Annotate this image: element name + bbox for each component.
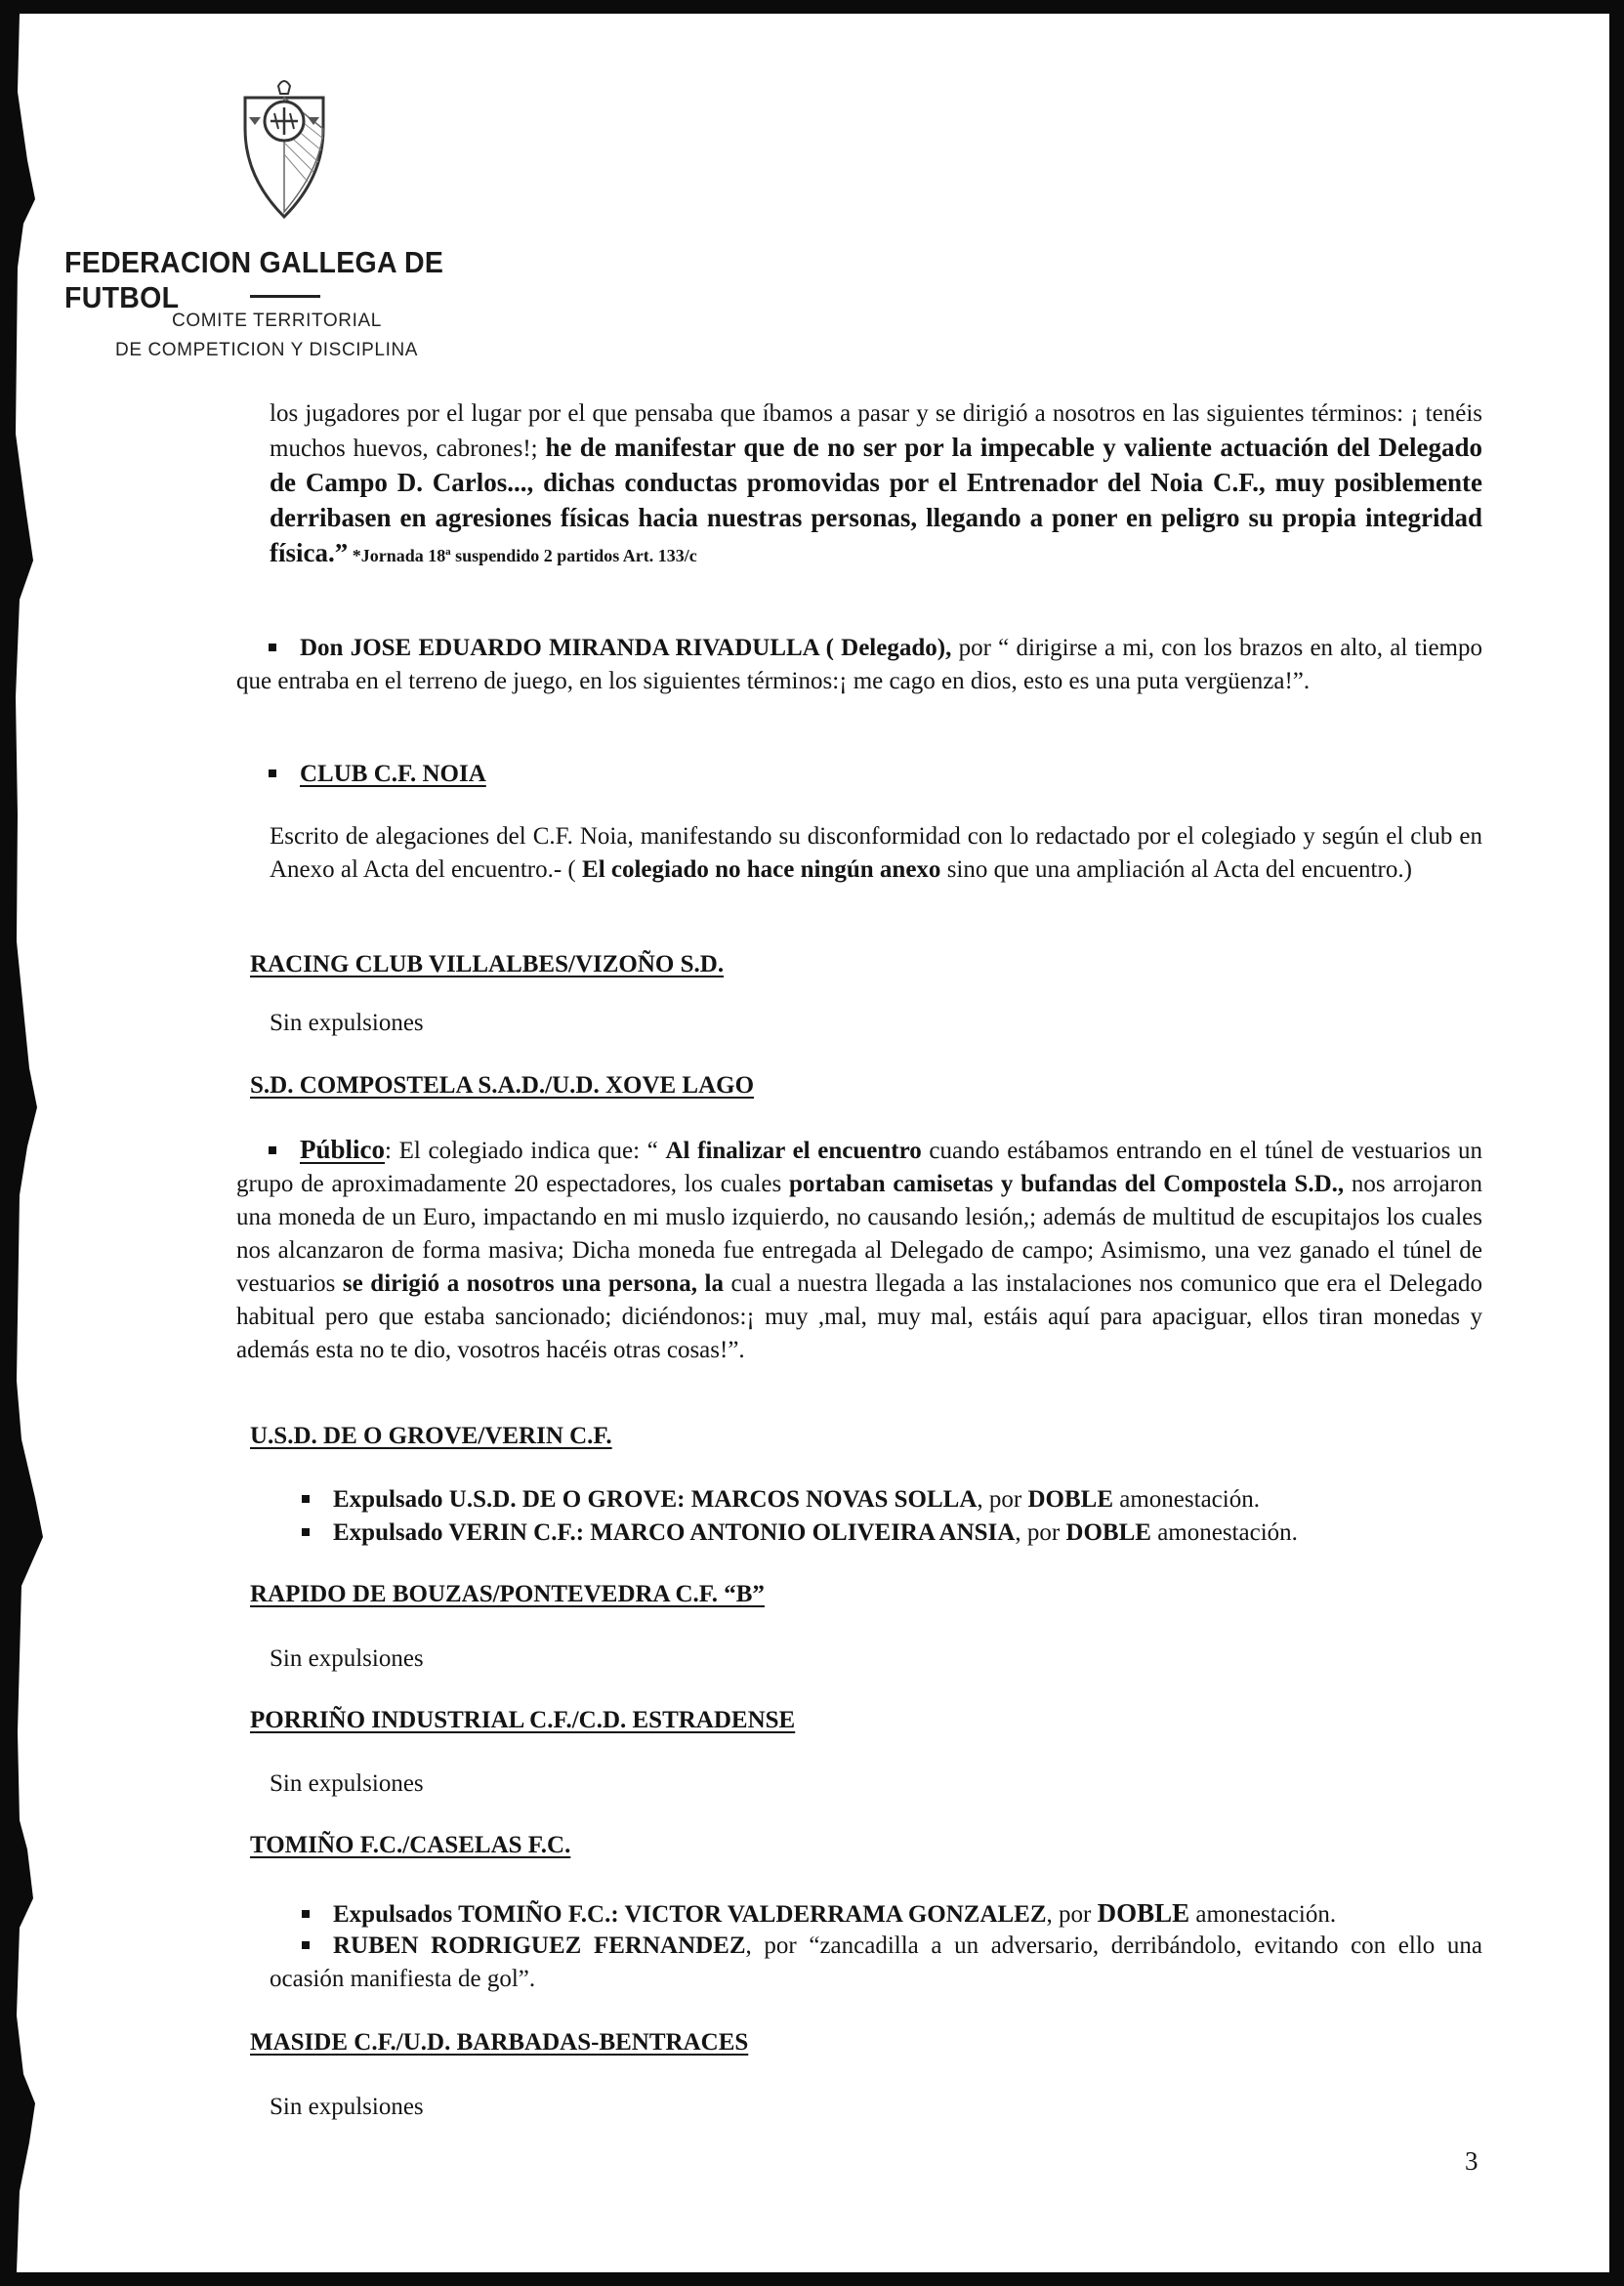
delegado-paragraph [236, 632, 1482, 698]
club-noia-text-end: sino que una ampliación al Acta del encuentro.) [940, 856, 1412, 883]
match-rapido-heading: RAPIDO DE BOUZAS/PONTEVEDRA C.F. “B” [250, 1581, 765, 1607]
club-noia-heading [236, 758, 1482, 791]
club-noia-text: Escrito de alegaciones del C.F. Noia, manifestando su disconformidad con lo redactado por el colegiado y según el club en Anexo al Acta del encuentro.- ( [270, 823, 1482, 883]
bullet-icon [269, 1146, 276, 1154]
bullet-icon [269, 769, 276, 777]
bullet-icon [302, 1495, 310, 1503]
match-maside-result: Sin expulsiones [270, 2094, 424, 2120]
match-porrino-result: Sin expulsiones [270, 1770, 424, 1797]
page-number: 3 [1465, 2146, 1478, 2176]
match-grove-heading: U.S.D. DE O GROVE/VERIN C.F. [250, 1423, 612, 1449]
match-porrino-heading: PORRIÑO INDUSTRIAL C.F./C.D. ESTRADENSE [250, 1707, 796, 1733]
grove-expulsion-2 [270, 1517, 1482, 1550]
compostela-text-4: cual a nuestra llegada a las instalaciones nos comunico que era el Delegado habitual pero que estaba sancionado; diciéndonos:¡ muy ,mal, muy mal, estáis aquí para apaciguar, ellos tiran monedas y además esta no te dio, vosotros hacéis otras cosas!”. [236, 1270, 1482, 1363]
compostela-text-1: : El colegiado indica que: “ [385, 1138, 666, 1164]
compostela-text-3: nos arrojaron una moneda de un Euro, impactando en mi muslo izquierdo, no causando lesión,; además de multitud de escupitajos los cuales nos alcanzaron de forma masiva; Dicha moneda fue entregada al Delegado de campo; Asimismo, una vez ganado el túnel de vestuarios [236, 1171, 1483, 1297]
tomino-end-1: amonestación. [1189, 1901, 1337, 1928]
compostela-bold-2: portaban camisetas y bufandas del Compostela S.D., [788, 1171, 1345, 1197]
grove-text-2: , por [1015, 1519, 1066, 1546]
match-tomino-heading: TOMIÑO F.C./CASELAS F.C. [250, 1832, 571, 1858]
bullet-icon [269, 644, 276, 651]
match-rapido-result: Sin expulsiones [270, 1645, 424, 1672]
bullet-icon [302, 1941, 310, 1949]
compostela-bold-3: se dirigió a nosotros una persona, la [342, 1270, 724, 1297]
intro-paragraph [270, 397, 1482, 572]
grove-end-2: amonestación. [1150, 1519, 1298, 1546]
committee-line-2: DE COMPETICION Y DISCIPLINA [115, 340, 419, 360]
tomino-player-2: RUBEN RODRIGUEZ FERNANDEZ [333, 1933, 746, 1959]
delegado-text: por “ dirigirse a mi, con los brazos en alto, al tiempo que entraba en el terreno de juego, en los siguientes términos:¡ me cago en dios, esto es una puta vergüenza!”. [236, 635, 1482, 694]
grove-expulsion-1 [270, 1483, 1482, 1517]
compostela-bold-1: Al finalizar el encuentro [665, 1138, 922, 1164]
match-racing-result: Sin expulsiones [270, 1010, 424, 1036]
intro-text: los jugadores por el lugar por el que pensaba que íbamos a pasar y se dirigió a nosotros en las siguientes términos: ¡ tenéis muchos huevos, cabrones!; [270, 400, 1482, 462]
org-name: FEDERACION GALLEGA DE FUTBOL [64, 245, 444, 314]
tomino-player-1: Expulsados TOMIÑO F.C.: VICTOR VALDERRAMA GONZALEZ [333, 1901, 1047, 1928]
club-noia-title: CLUB C.F. NOIA [300, 761, 486, 787]
compostela-text-2: cuando estábamos entrando en el túnel de vestuarios un grupo de aproximadamente 20 espectadores, los cuales [236, 1138, 1482, 1197]
tomino-expulsion-2 [270, 1930, 1482, 1996]
tomino-expulsion-1 [270, 1896, 1482, 1932]
publico-label: Público [300, 1135, 386, 1164]
grove-end-1: amonestación. [1113, 1486, 1260, 1513]
match-maside-heading: MASIDE C.F./U.D. BARBADAS-BENTRACES [250, 2029, 749, 2056]
match-compostela-heading: S.D. COMPOSTELA S.A.D./U.D. XOVE LAGO [250, 1072, 755, 1099]
compostela-paragraph [236, 1133, 1482, 1367]
intro-bold-text: he de manifestar que de no ser por la impecable y valiente actuación del Delegado de Campo D. Carlos..., dichas conductas promovidas por el Entrenador del Noia C.F., muy posiblemente derribasen en agresiones físicas hacia nuestras personas, llegando a poner en peligro su propia integridad física.” [270, 433, 1482, 567]
federation-crest-logo [226, 70, 343, 227]
tomino-text-2: , por “zancadilla a un adversario, derribándolo, evitando con ello una ocasión manifiesta de gol”. [270, 1933, 1483, 1992]
grove-doble-1: DOBLE [1027, 1486, 1114, 1513]
grove-doble-2: DOBLE [1065, 1519, 1151, 1546]
bullet-icon [302, 1528, 310, 1536]
tomino-text-1: , por [1046, 1901, 1098, 1928]
grove-player-1: Expulsado U.S.D. DE O GROVE: MARCOS NOVAS SOLLA [333, 1486, 978, 1513]
header-divider [250, 295, 320, 298]
club-noia-paragraph [270, 820, 1482, 887]
match-racing-heading: RACING CLUB VILLALBES/VIZOÑO S.D. [250, 951, 725, 977]
bullet-icon [302, 1910, 310, 1918]
grove-player-2: Expulsado VERIN C.F.: MARCO ANTONIO OLIVEIRA ANSIA [333, 1519, 1016, 1546]
club-noia-bold: El colegiado no hace ningún anexo [582, 856, 941, 883]
tomino-doble-1: DOBLE [1097, 1898, 1190, 1928]
delegado-name: Don JOSE EDUARDO MIRANDA RIVADULLA ( Delegado), [300, 635, 952, 661]
committee-line-1: COMITE TERRITORIAL [172, 311, 382, 331]
torn-left-edge [14, 14, 43, 2272]
grove-text-1: , por [977, 1486, 1028, 1513]
sanction-note: *Jornada 18ª suspendido 2 partidos Art. 133/c [348, 546, 697, 565]
